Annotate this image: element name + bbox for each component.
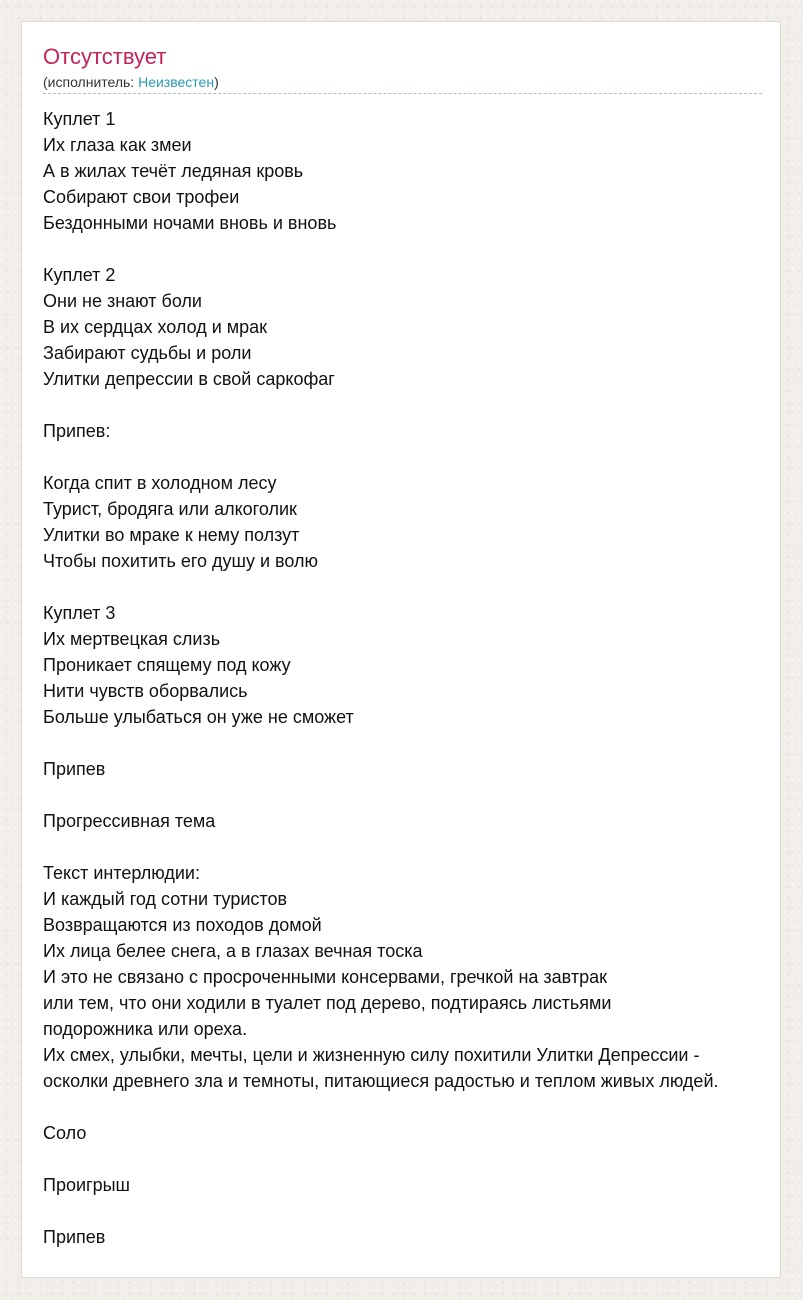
lyric-line: Текст интерлюдии: [43,863,200,883]
lyric-blank-line [43,1146,803,1172]
lyric-blank-line [43,1198,803,1224]
lyric-line: Собирают свои трофеи [43,187,240,207]
lyric-line: подорожника или ореха. [43,1019,248,1039]
lyric-line: Их мертвецкая слизь [43,629,221,649]
lyric-line: Куплет 2 [43,265,116,285]
lyric-line: или тем, что они ходили в туалет под дерево, подтираясь листьями [43,993,612,1013]
lyric-line: И это не связано с просроченными консервами, гречкой на завтрак [43,967,607,987]
lyric-line: И каждый год сотни туристов [43,889,288,909]
lyric-line: Их лица белее снега, а в глазах вечная тоска [43,941,423,961]
lyric-line: Больше улыбаться он уже не сможет [43,707,354,727]
lyric-line: Куплет 1 [43,109,116,129]
lyric-line: Куплет 3 [43,603,116,623]
lyric-line: Забирают судьбы и роли [43,343,252,363]
lyric-blank-line [43,444,803,470]
title-divider [43,93,762,94]
lyric-blank-line [43,392,803,418]
lyric-line: Турист, бродяга или алкоголик [43,499,297,519]
lyric-line: Улитки депрессии в свой саркофаг [43,369,335,389]
lyric-line: А в жилах течёт ледяная кровь [43,161,304,181]
lyric-line: Чтобы похитить его душу и волю [43,551,319,571]
song-title: Отсутствует [43,44,167,69]
lyric-line: Когда спит в холодном лесу [43,473,277,493]
lyric-blank-line [43,236,803,262]
lyric-blank-line [43,834,803,860]
artist-prefix: (исполнитель: [43,74,139,90]
lyric-blank-line [43,730,803,756]
lyric-line: Проигрыш [43,1175,130,1195]
artist-link[interactable]: Неизвестен [138,74,215,90]
lyric-line: Улитки во мраке к нему ползут [43,525,300,545]
lyric-blank-line [43,1094,803,1120]
lyric-line: осколки древнего зла и темноты, питающиеся радостью и теплом живых людей. [43,1071,719,1091]
lyric-line: Они не знают боли [43,291,202,311]
lyric-line: Соло [43,1123,87,1143]
lyric-line: Проникает спящему под кожу [43,655,291,675]
artist-line [43,73,219,91]
lyrics-card [21,21,781,1278]
lyric-line: Их глаза как змеи [43,135,192,155]
lyric-line: В их сердцах холод и мрак [43,317,268,337]
lyric-blank-line [43,782,803,808]
lyric-line: Нити чувств оборвались [43,681,248,701]
lyric-line: Прогрессивная тема [43,811,216,831]
lyric-blank-line [43,574,803,600]
lyric-line: Их смех, улыбки, мечты, цели и жизненную силу похитили Улитки Депрессии - [43,1045,700,1065]
artist-suffix: ) [214,74,219,90]
lyric-line: Припев [43,1227,106,1247]
lyrics-text [43,106,803,1250]
lyric-line: Припев [43,759,106,779]
lyric-line: Припев: [43,421,111,441]
lyric-line: Бездонными ночами вновь и вновь [43,213,337,233]
lyric-line: Возвращаются из походов домой [43,915,322,935]
